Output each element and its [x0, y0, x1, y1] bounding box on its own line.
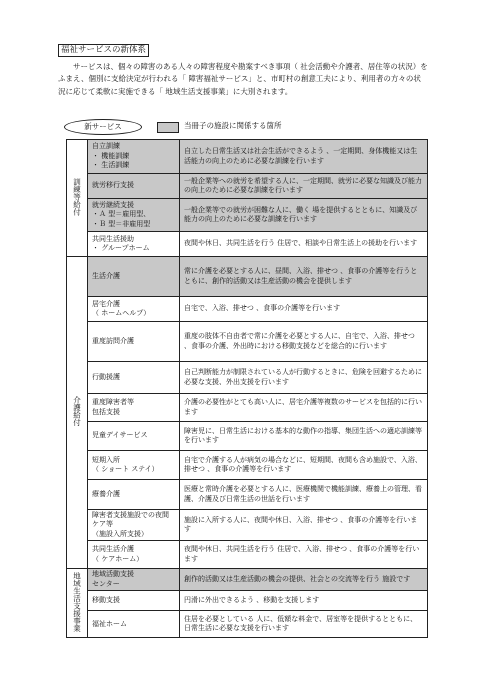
service-name: 行動援護	[88, 362, 180, 394]
category-cell	[67, 257, 88, 569]
service-description: 住居を必要としている 人に、低額な料金で、居室等を提供するとともに、日常生活に必要な支援を行います	[180, 611, 428, 638]
service-description: 自立した日常生活又は社会生活ができるよう 、一定期間、身体機能又は生活能力の向上のために必要な訓練を行います	[180, 140, 428, 174]
table-row	[67, 174, 428, 199]
service-description: 夜間や休日、共同生活を行う 住居で、相談や日常生活上の援助を行います	[180, 232, 428, 257]
service-description: 一般企業等への就労を希望する人に、一定期間、就労に必要な知識及び能力の向上のために必要な訓練を行います	[180, 174, 428, 199]
service-name: 重度訪問介護	[88, 322, 180, 362]
table-row	[67, 394, 428, 422]
service-name: 居宅介護 （ ホームヘルプ）	[88, 297, 180, 322]
service-description: 医療と常時介護を必要とする人に、医療機関で機能訓練、療養上の管理、看護、介護及び日常生活の世話を行います	[180, 480, 428, 510]
table-row	[67, 611, 428, 638]
service-description: 円滑に外出できるよう 、移動を支援します	[180, 591, 428, 611]
section-title: 福祉サービスの新体系	[58, 44, 149, 57]
service-description: 介護の必要性がとても高い人に、居宅介護等複数のサービスを包括的に行います	[180, 394, 428, 422]
legend-shaded-swatch	[157, 122, 179, 133]
service-name: 地域活動支援 センター	[88, 569, 180, 591]
legend-shaded-text: 当冊子の施設に関係する箇所	[184, 121, 282, 130]
table-row	[67, 362, 428, 394]
service-description: 常に介護を必要とする人に、昼間、入浴、排せつ 、食事の介護等を行うとともに、創作的活動又は生産活動の機会を提供します	[180, 257, 428, 297]
service-description: 自己判断能力が制限されている人が行動するときに、危険を回避するために必要な支援、外出支援を行います	[180, 362, 428, 394]
table-row	[67, 480, 428, 510]
service-name: 障害者支援施設での夜間ケア等 （施設入所支援）	[88, 510, 180, 541]
service-name: 生活介護	[88, 257, 180, 297]
table-row	[67, 257, 428, 297]
category-cell	[67, 569, 88, 638]
table-row	[67, 451, 428, 480]
service-description: 重度の肢体不自由者で常に介護を必要とする人に、自宅で、入浴、排せつ 、食事の介護、外出時における移動支援などを総合的に行います	[180, 322, 428, 362]
table-row	[67, 232, 428, 257]
table-row	[67, 510, 428, 541]
service-description: 一般企業等での就労が困難な人に、働く 場を提供するとともに、知識及び能力の向上のために必要な訓練を行います	[180, 199, 428, 232]
category-cell	[67, 140, 88, 257]
table-row	[67, 591, 428, 611]
service-name: 短期入所 （ ショート ステイ）	[88, 451, 180, 480]
service-name: 移動支援	[88, 591, 180, 611]
service-name: 自立訓練 ・ 機能訓練 ・ 生活訓練	[88, 140, 180, 174]
table-row	[67, 422, 428, 451]
service-name: 児童デイサービス	[88, 422, 180, 451]
service-description: 創作的活動又は生産活動の機会の提供、社会との交流等を行う 施設です	[180, 569, 428, 591]
table-row	[67, 541, 428, 569]
service-name: 共同生活援助 ・ グループホーム	[88, 232, 180, 257]
service-description: 施設に入所する人に、夜間や休日、入浴、排せつ 、食事の介護等を行います	[180, 510, 428, 541]
category-label: 地域生活支援事業	[72, 571, 82, 632]
service-description: 夜間や休日、共同生活を行う 住居で、入浴、排せつ 、食事の介護等を行います	[180, 541, 428, 569]
service-name: 共同生活介護 （ ケアホーム）	[88, 541, 180, 569]
table-row	[67, 569, 428, 591]
service-description: 自宅で介護する人が病気の場合などに、短期間、夜間も含め施設で、入浴、排せつ 、食事の介護等を行います	[180, 451, 428, 480]
table-row	[67, 297, 428, 322]
table-row	[67, 199, 428, 232]
category-label: 訓練等給付	[72, 177, 82, 216]
service-name: 重度障害者等 包括支援	[88, 394, 180, 422]
service-description: 自宅で、入浴、排せつ 、食事の介護等を行います	[180, 297, 428, 322]
service-name: 療養介護	[88, 480, 180, 510]
table-row	[67, 140, 428, 174]
intro-paragraph: サービスは、個々の障害のある人々の障害程度や勘案すべき事項（ 社会活動や介護者、居住等の状況）をふまえ、個別に支給決定が行われる「 障害福祉サービス」と、市町村の創意工夫により、利用者の方々の状況に応じて柔軟に実施できる「 地域生活支援事業」に大別されます。	[58, 62, 428, 96]
service-table	[66, 139, 428, 638]
service-description: 障害児に、日常生活における基本的な動作の指導、集団生活への適応訓練等を行います	[180, 422, 428, 451]
service-name: 福祉ホーム	[88, 611, 180, 638]
table-row	[67, 322, 428, 362]
service-name: 就労継続支援 ・Ａ 型＝雇用型、 ・Ｂ 型＝非雇用型	[88, 199, 180, 232]
category-label: 介護給付	[72, 395, 82, 426]
new-service-label: 新サービス	[64, 119, 142, 135]
service-name: 就労移行支援	[88, 174, 180, 199]
